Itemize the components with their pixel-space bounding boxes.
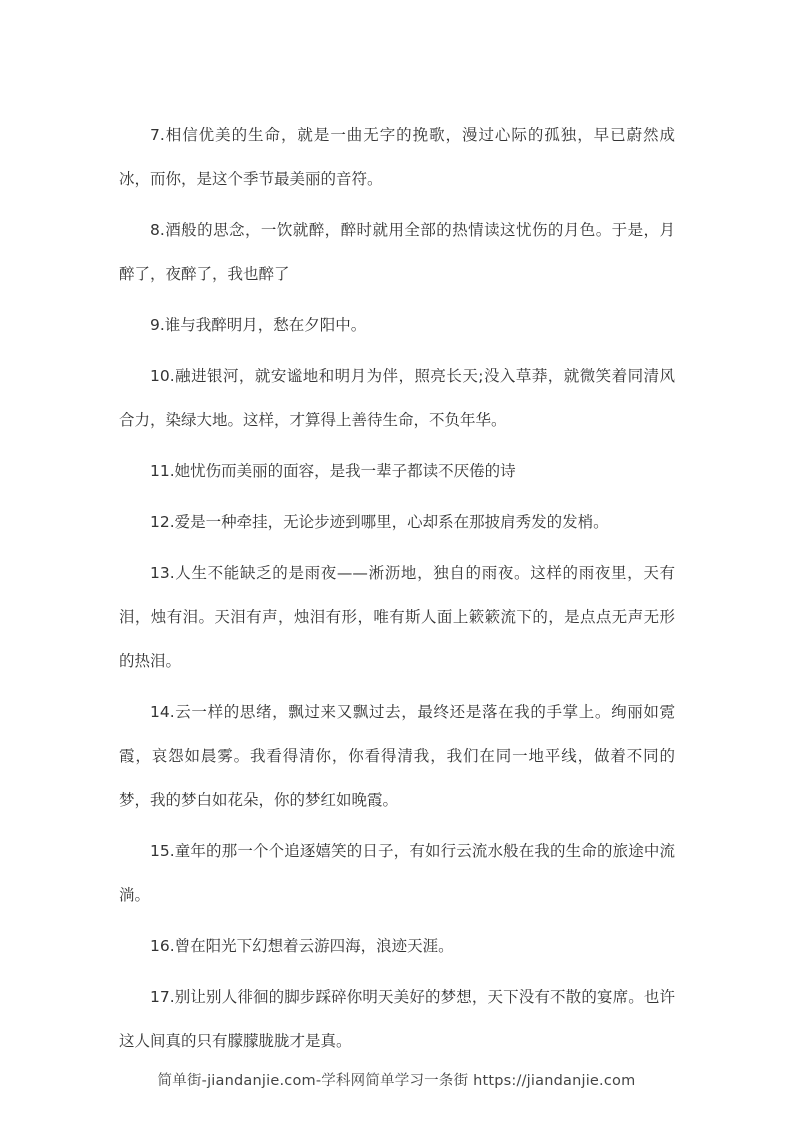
- paragraph-11: 11.她忧伤而美丽的面容，是我一辈子都读不厌倦的诗: [150, 462, 516, 480]
- paragraph-7: 7.相信优美的生命，就是一曲无字的挽歌，漫过心际的孤独，早已蔚然成冰，而你，是这个季节最美丽的音符。: [119, 126, 675, 188]
- paragraph-13: 13.人生不能缺乏的是雨夜——淅沥地，独自的雨夜。这样的雨夜里，天有泪，烛有泪。天泪有声，烛泪有形，唯有斯人面上簌簌流下的，是点点无声无形的热泪。: [119, 564, 675, 670]
- paragraph-8: 8.酒般的思念，一饮就醉，醉时就用全部的热情读这忧伤的月色。于是，月醉了，夜醉了，我也醉了: [119, 221, 675, 283]
- paragraph-10: 10.融进银河，就安谧地和明月为伴，照亮长天;没入草莽，就微笑着同清风合力，染绿大地。这样，才算得上善待生命，不负年华。: [119, 367, 675, 429]
- paragraph-17: 17.别让别人徘徊的脚步踩碎你明天美好的梦想，天下没有不散的宴席。也许这人间真的只有朦朦胧胧才是真。: [119, 988, 675, 1050]
- paragraph-14: 14.云一样的思绪，飘过来又飘过去，最终还是落在我的手掌上。绚丽如霓霞，哀怨如晨雾。我看得清你，你看得清我，我们在同一地平线，做着不同的梦，我的梦白如花朵，你的梦红如晚霞。: [119, 703, 675, 809]
- paragraph-15: 15.童年的那一个个追逐嬉笑的日子，有如行云流水般在我的生命的旅途中流淌。: [119, 842, 675, 904]
- article-body: [119, 113, 675, 1070]
- paragraph-16: 16.曾在阳光下幻想着云游四海，浪迹天涯。: [150, 937, 454, 955]
- paragraph-9: 9.谁与我醉明月，愁在夕阳中。: [150, 316, 367, 334]
- page-footer: 简单街-jiandanjie.com-学科网简单学习一条街 https://jiandanjie.com: [157, 1073, 636, 1089]
- paragraph-12: 12.爱是一种牵挂，无论步迹到哪里，心却系在那披肩秀发的发梢。: [150, 513, 609, 531]
